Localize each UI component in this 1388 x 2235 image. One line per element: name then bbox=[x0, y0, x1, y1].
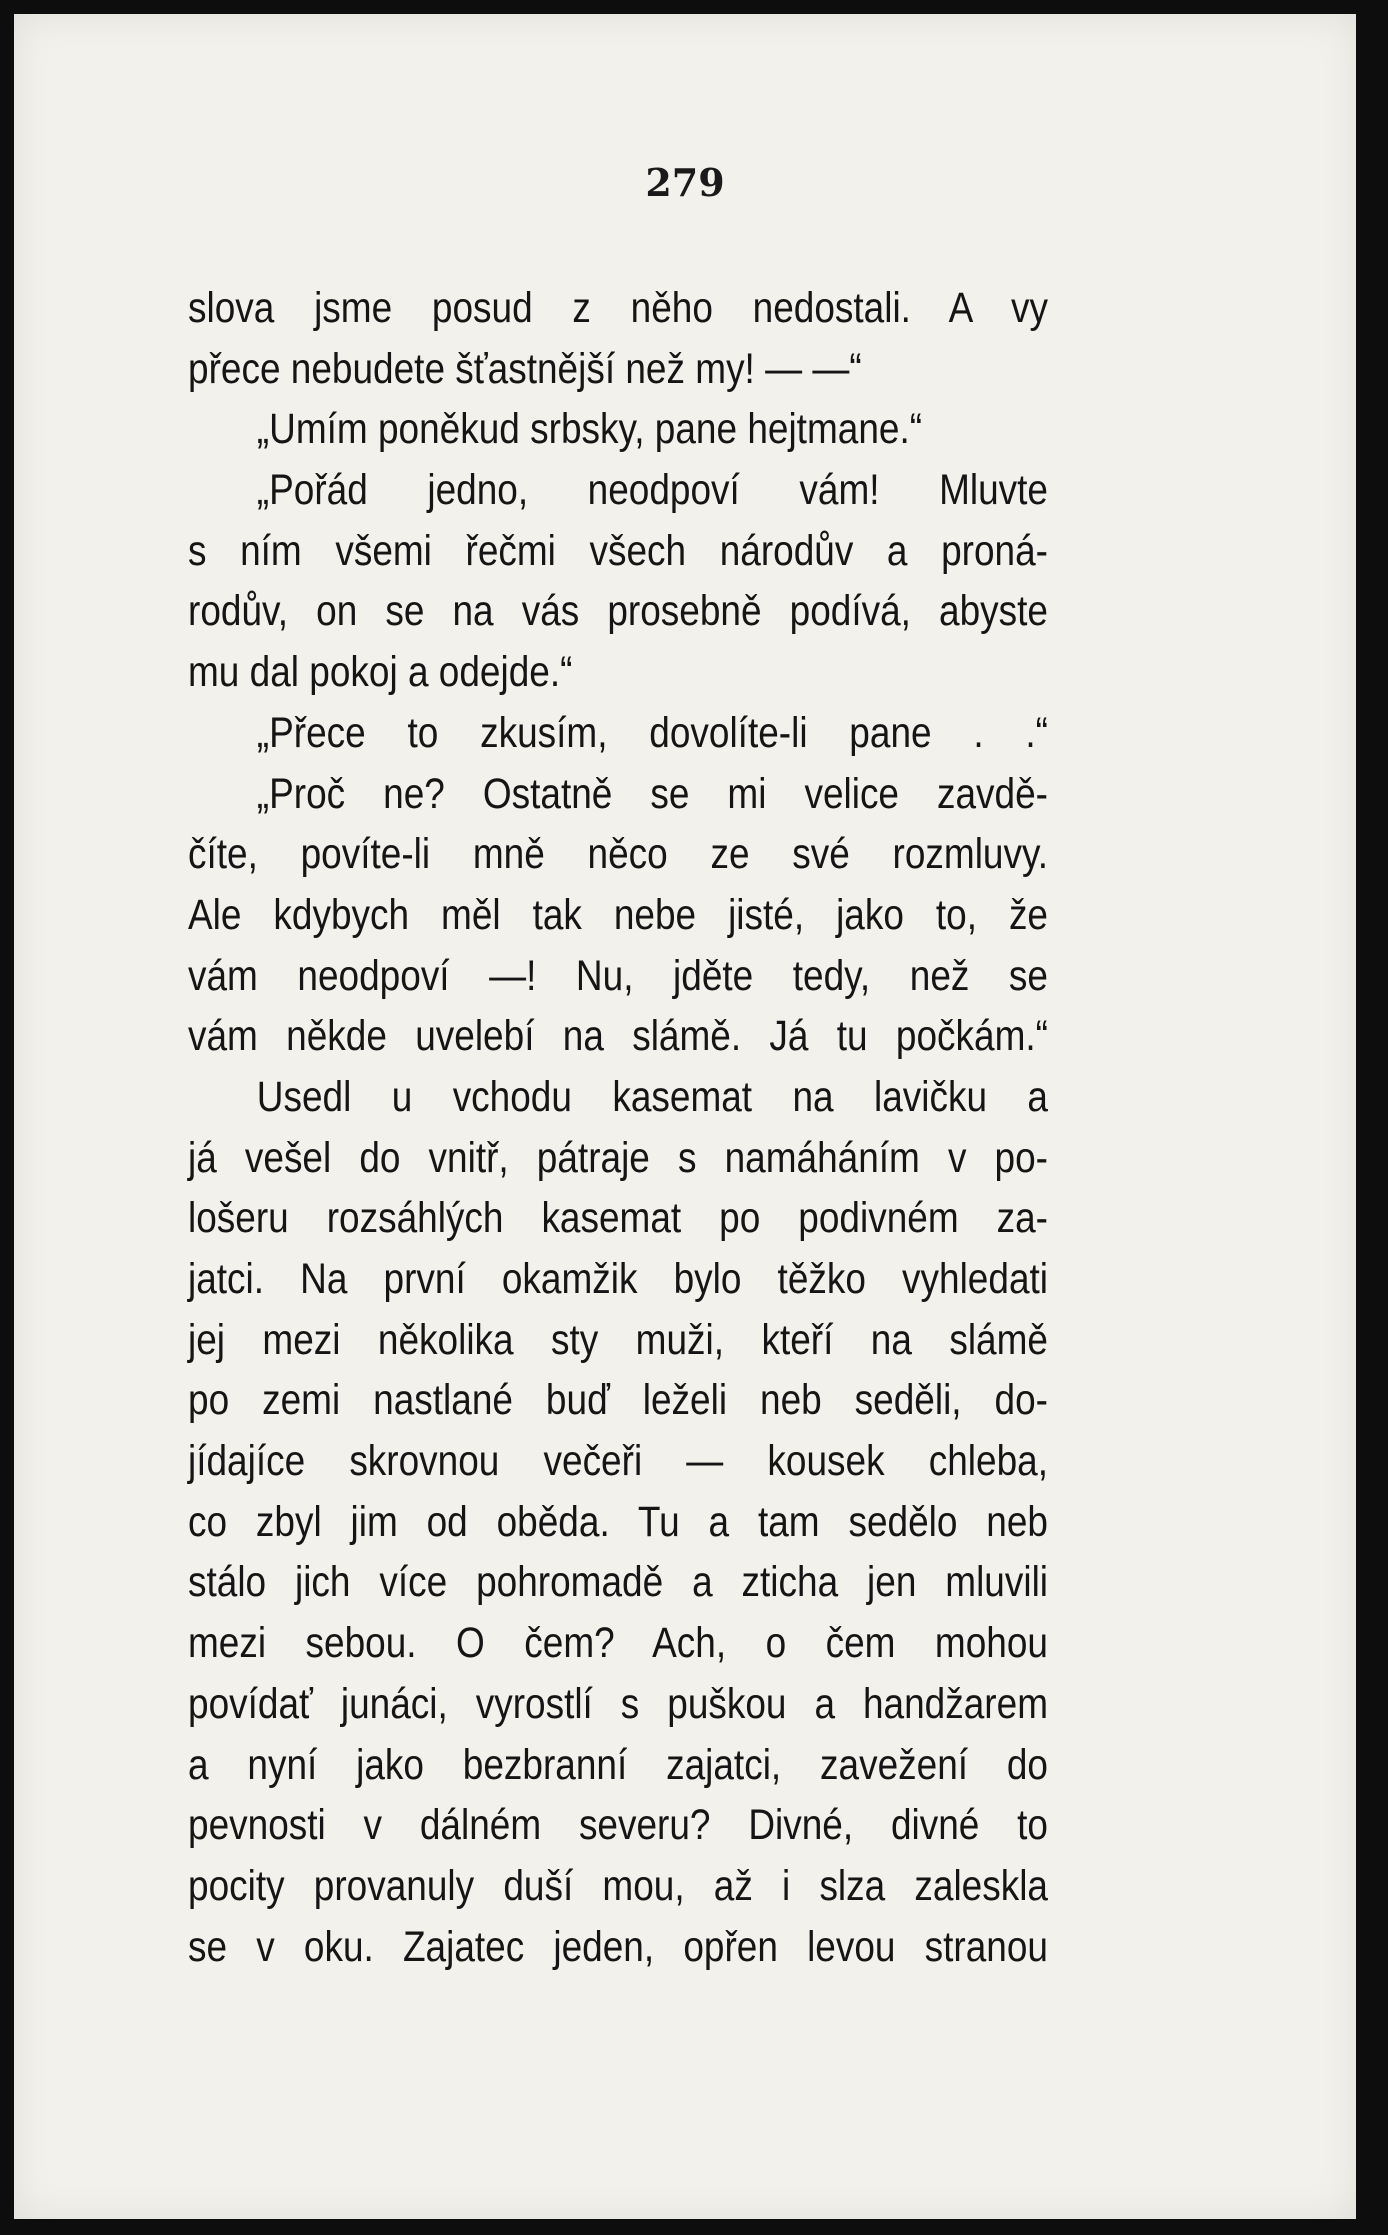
text-line: jídajíce skrovnou večeři — kousek chleba, bbox=[188, 1437, 1048, 1486]
text-line: povídať junáci, vyrostlí s puškou a handžarem bbox=[188, 1679, 1048, 1728]
text-line: jej mezi několika sty muži, kteří na slámě bbox=[188, 1315, 1048, 1364]
text-line: pocity provanuly duší mou, až i slza zaleskla bbox=[188, 1861, 1048, 1910]
text-line: se v oku. Zajatec jeden, opřen levou stranou bbox=[188, 1922, 1048, 1971]
text-line: lošeru rozsáhlých kasemat po podivném za- bbox=[188, 1194, 1048, 1243]
text-line: číte, povíte-li mně něco ze své rozmluvy. bbox=[188, 830, 1048, 879]
text-line: „Umím poněkud srbsky, pane hejtmane.“ bbox=[256, 405, 923, 454]
text-line: pevnosti v dálném severu? Divné, divné to bbox=[188, 1801, 1048, 1850]
text-line: „Proč ne? Ostatně se mi velice zavdě- bbox=[256, 769, 1048, 818]
body-text bbox=[188, 278, 1048, 1977]
text-line: Usedl u vchodu kasemat na lavičku a bbox=[256, 1072, 1048, 1121]
text-line: jatci. Na první okamžik bylo těžko vyhledati bbox=[188, 1255, 1048, 1303]
book-page bbox=[14, 14, 1356, 2219]
text-line: vám někde uvelebí na slámě. Já tu počkám.“ bbox=[188, 1012, 1048, 1061]
text-line: po zemi nastlané buď leželi neb seděli, do- bbox=[188, 1376, 1048, 1425]
text-line: vám neodpoví —! Nu, jděte tedy, než se bbox=[188, 951, 1048, 1000]
text-line: „Přece to zkusím, dovolíte-li pane . .“ bbox=[256, 708, 1048, 757]
text-line: co zbyl jim od oběda. Tu a tam sedělo neb bbox=[188, 1497, 1048, 1546]
page-number: 279 bbox=[645, 160, 725, 205]
text-line: slova jsme posud z něho nedostali. A vy bbox=[188, 284, 1048, 332]
text-line: s ním všemi řečmi všech národův a proná- bbox=[188, 526, 1048, 575]
text-line: stálo jich více pohromadě a zticha jen mluvili bbox=[188, 1558, 1048, 1607]
text-line: a nyní jako bezbranní zajatci, zavežení do bbox=[188, 1740, 1048, 1789]
text-line: mezi sebou. O čem? Ach, o čem mohou bbox=[188, 1619, 1048, 1668]
text-line: já vešel do vnitř, pátraje s namáháním v po- bbox=[188, 1133, 1048, 1182]
text-line: mu dal pokoj a odejde.“ bbox=[188, 648, 573, 697]
text-line: přece nebudete šťastnější než my! — —“ bbox=[188, 344, 862, 393]
text-line: rodův, on se na vás prosebně podívá, abyste bbox=[188, 587, 1048, 636]
text-line: „Pořád jedno, neodpoví vám! Mluvte bbox=[256, 466, 1048, 515]
text-line: Ale kdybych měl tak nebe jisté, jako to, že bbox=[188, 890, 1048, 939]
